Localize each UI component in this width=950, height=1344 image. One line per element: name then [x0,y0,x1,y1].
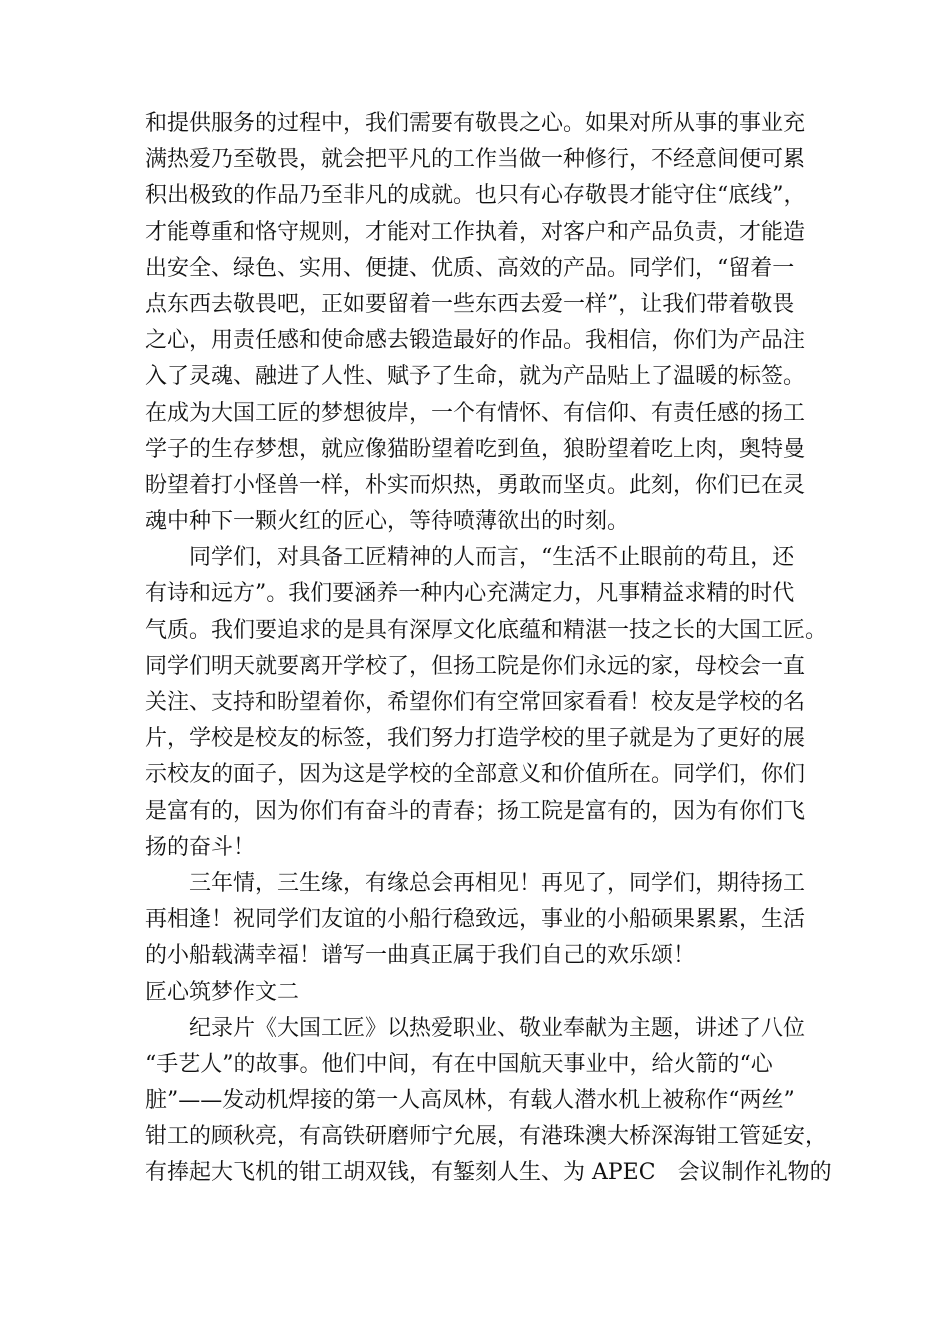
text-line: 满热爱乃至敬畏，就会把平凡的工作当做一种修行，不经意间便可累 [145,147,806,173]
text-line: 有捧起大飞机的钳工胡双钱，有錾刻人生、为 APEC 会议制作礼物的 [145,1160,832,1186]
text-line: 出安全、绿色、实用、便捷、优质、高效的产品。同学们，“留着一 [145,255,795,281]
text-line: 气质。我们要追求的是具有深厚文化底蕴和精湛一技之长的大国工匠。 [145,617,828,643]
text-line: 同学们明天就要离开学校了，但扬工院是你们永远的家，母校会一直 [145,653,806,679]
text-line: 钳工的顾秋亮，有高铁研磨师宁允展，有港珠澳大桥深海钳工管延安， [145,1124,828,1150]
text-line: 示校友的面子，因为这是学校的全部意义和价值所在。同学们，你们 [145,762,806,788]
text-line: 的小船载满幸福！谱写一曲真正属于我们自己的欢乐颂！ [145,943,696,969]
text-line: 有诗和远方”。我们要涵养一种内心充满定力，凡事精益求精的时代 [145,581,795,607]
text-line: 再相逢！祝同学们友谊的小船行稳致远，事业的小船硕果累累，生活 [145,907,806,933]
text-line: 和提供服务的过程中，我们需要有敬畏之心。如果对所从事的事业充 [145,111,806,136]
text-line: 关注、支持和盼望着你，希望你们有空常回家看看！校友是学校的名 [145,690,806,715]
text-line: 在成为大国工匠的梦想彼岸，一个有情怀、有信仰、有责任感的扬工 [145,400,806,426]
text-line: 点东西去敬畏吧，正如要留着一些东西去爱一样”，让我们带着敬畏 [145,291,795,317]
text-line: 魂中种下一颗火红的匠心，等待喷薄欲出的时刻。 [145,509,630,535]
text-line: 才能尊重和恪守规则，才能对工作执着，对客户和产品负责，才能造 [145,219,806,245]
text-line: “手艺人”的故事。他们中间，有在中国航天事业中，给火箭的“心 [145,1051,773,1077]
text-line: 三年情，三生缘，有缘总会再相见！再见了，同学们，期待扬工 [145,870,806,896]
text-line: 入了灵魂、融进了人性、赋予了生命，就为产品贴上了温暖的标签。 [145,364,806,390]
text-line: 学子的生存梦想，就应像猫盼望着吃到鱼，狼盼望着吃上肉，奥特曼 [145,436,806,462]
text-line: 片，学校是校友的标签，我们努力打造学校的里子就是为了更好的展 [145,726,806,752]
text-line: 同学们，对具备工匠精神的人而言，“生活不止眼前的苟且，还 [145,545,795,571]
text-line: 扬的奋斗！ [145,834,256,860]
text-line: 脏”——发动机焊接的第一人高凤林，有载人潜水机上被称作“两丝” [145,1088,795,1114]
text-line: 纪录片《大国工匠》以热爱职业、敬业奉献为主题，讲述了八位 [145,1015,806,1041]
text-line: 盼望着打小怪兽一样，朴实而炽热，勇敢而坚贞。此刻，你们已在灵 [145,472,806,498]
text-line: 是富有的，因为你们有奋斗的青春；扬工院是富有的，因为有你们飞 [145,798,806,824]
text-line: 积出极致的作品乃至非凡的成就。也只有心存敬畏才能守住“底线”， [145,183,806,209]
section-heading: 匠心筑梦作文二 [145,979,300,1005]
document-page [145,106,832,1192]
text-line: 之心，用责任感和使命感去锻造最好的作品。我相信，你们为产品注 [145,328,806,354]
